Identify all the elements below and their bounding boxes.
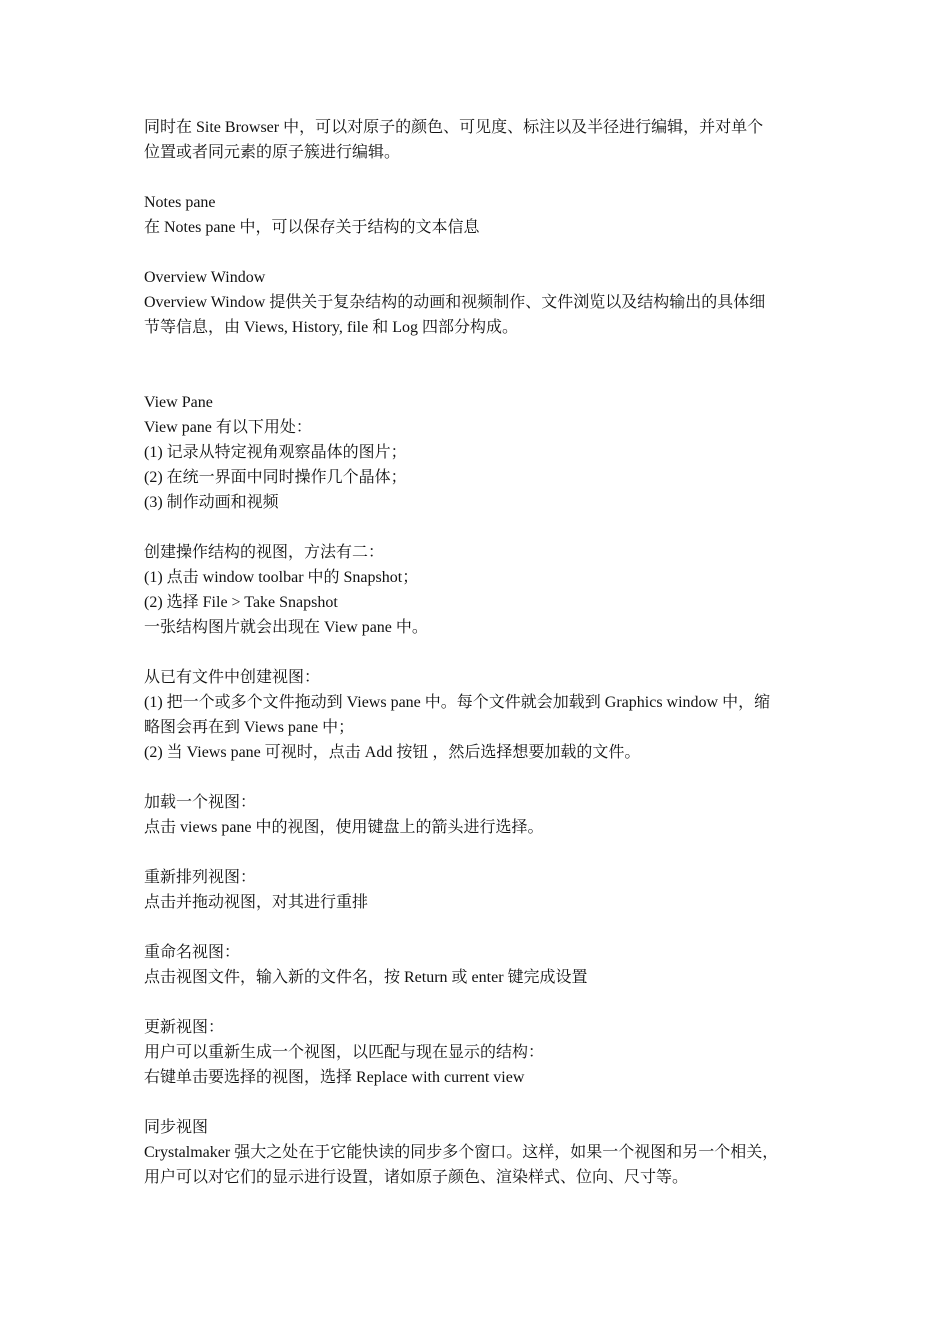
overview-window-text-2: 节等信息，由 Views, History, file 和 Log 四部分构成。 bbox=[144, 319, 518, 336]
overview-window-heading: Overview Window bbox=[144, 269, 266, 286]
spacer bbox=[144, 640, 806, 665]
view-pane-item: (1) 记录从特定视角观察晶体的图片； bbox=[144, 444, 407, 461]
from-files-text-1: (1) 把一个或多个文件拖动到 Views pane 中。每个文件就会加载到 Graphics window 中，缩 bbox=[144, 694, 771, 711]
overview-window-text-1: Overview Window 提供关于复杂结构的动画和视频制作、文件浏览以及结构输出的具体细 bbox=[144, 294, 766, 311]
rename-text: 点击视图文件，输入新的文件名，按 Return 或 enter 键完成设置 bbox=[144, 969, 588, 986]
create-view-heading: 创建操作结构的视图，方法有二： bbox=[144, 544, 385, 561]
view-pane-heading: View Pane bbox=[144, 394, 213, 411]
rename-heading: 重命名视图： bbox=[144, 944, 241, 961]
update-text-2: 右键单击要选择的视图，选择 Replace with current view bbox=[144, 1069, 525, 1086]
update-heading: 更新视图： bbox=[144, 1019, 225, 1036]
create-view-result: 一张结构图片就会出现在 View pane 中。 bbox=[144, 619, 428, 636]
intro-line-2: 位置或者同元素的原子簇进行编辑。 bbox=[144, 144, 401, 161]
intro-line-1: 同时在 Site Browser 中，可以对原子的颜色、可见度、标注以及半径进行编辑，并对单个 bbox=[144, 119, 764, 136]
notes-pane-heading: Notes pane bbox=[144, 194, 216, 211]
load-view-heading: 加载一个视图： bbox=[144, 794, 257, 811]
from-files-heading: 从已有文件中创建视图： bbox=[144, 669, 321, 686]
rearrange-text: 点击并拖动视图，对其进行重排 bbox=[144, 894, 369, 911]
spacer bbox=[144, 1090, 806, 1115]
spacer bbox=[144, 840, 806, 865]
spacer bbox=[144, 165, 806, 190]
from-files-text-3: (2) 当 Views pane 可视时，点击 Add 按钮 ，然后选择想要加载的文件。 bbox=[144, 744, 641, 761]
sync-text-2: 用户可以对它们的显示进行设置，诸如原子颜色、渲染样式、位向、尺寸等。 bbox=[144, 1169, 689, 1186]
from-files-text-2: 略图会再在到 Views pane 中； bbox=[144, 719, 355, 736]
sync-text-1: Crystalmaker 强大之处在于它能快读的同步多个窗口。这样，如果一个视图和另一个相关， bbox=[144, 1144, 779, 1161]
notes-pane-text: 在 Notes pane 中，可以保存关于结构的文本信息 bbox=[144, 219, 480, 236]
spacer bbox=[144, 765, 806, 790]
create-view-item: (1) 点击 window toolbar 中的 Snapshot； bbox=[144, 569, 419, 586]
create-view-item: (2) 选择 File > Take Snapshot bbox=[144, 594, 338, 611]
rearrange-heading: 重新排列视图： bbox=[144, 869, 257, 886]
spacer bbox=[144, 915, 806, 940]
document-page bbox=[144, 115, 806, 1190]
sync-heading: 同步视图 bbox=[144, 1119, 209, 1136]
view-pane-item: (3) 制作动画和视频 bbox=[144, 494, 279, 511]
view-pane-intro: View pane 有以下用处： bbox=[144, 419, 312, 436]
spacer bbox=[144, 515, 806, 540]
view-pane-item: (2) 在统一界面中同时操作几个晶体； bbox=[144, 469, 407, 486]
update-text-1: 用户可以重新生成一个视图，以匹配与现在显示的结构： bbox=[144, 1044, 545, 1061]
spacer bbox=[144, 340, 806, 390]
spacer bbox=[144, 240, 806, 265]
load-view-text: 点击 views pane 中的视图，使用键盘上的箭头进行选择。 bbox=[144, 819, 544, 836]
spacer bbox=[144, 990, 806, 1015]
